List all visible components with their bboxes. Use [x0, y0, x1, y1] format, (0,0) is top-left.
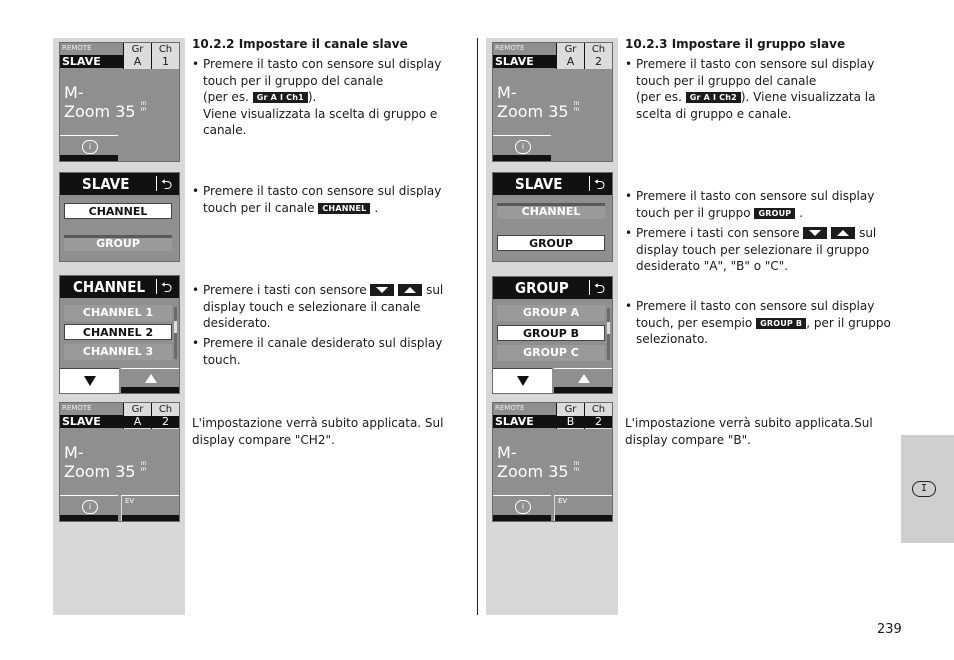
menu-item-group[interactable]: GROUP	[64, 235, 172, 251]
menu-item-group-c[interactable]: GROUP C	[497, 345, 605, 361]
instruction-step-2-group: • Premere il tasto con sensore sul display touch per il gruppo GROUP .	[625, 189, 875, 220]
channel-cell[interactable]	[584, 403, 612, 429]
instruction-step-2: • Premere il tasto con sensore sul display touch per il canale CHANNEL .	[192, 184, 442, 215]
gr-value: B	[557, 416, 584, 428]
remote-label: REMOTE	[495, 404, 525, 412]
mode-label: M-	[497, 443, 517, 462]
arrow-up-icon	[145, 374, 157, 383]
ch-value: 2	[585, 416, 612, 428]
slave-menu-display	[59, 172, 180, 262]
arrow-up-key-icon	[831, 227, 855, 239]
arrow-down-icon	[517, 376, 529, 386]
ev-label: EV	[558, 497, 568, 505]
menu-item-group[interactable]: GROUP	[497, 235, 605, 251]
group-channel-chip: Gr A I Ch1	[253, 92, 308, 103]
scroll-up-button[interactable]	[554, 368, 613, 393]
menu-item-channel-3[interactable]: CHANNEL 3	[64, 344, 172, 360]
section-heading-channel: 10.2.2 Impostare il canale slave	[192, 37, 408, 51]
slave-label: SLAVE	[60, 415, 126, 428]
info-icon: i	[515, 140, 531, 154]
instruction-step-4: • Premere il canale desiderato sul display touch.	[192, 336, 443, 367]
instruction-step-3: • Premere i tasti con sensore sul display touch e selezionare il canale desiderato.	[192, 283, 444, 330]
group-cell[interactable]	[123, 43, 151, 69]
back-arrow-icon[interactable]: ⮌	[161, 280, 173, 296]
scrollbar[interactable]	[607, 308, 610, 360]
channel-chip: CHANNEL	[318, 203, 370, 214]
mode-label: M-	[64, 443, 84, 462]
scrollbar[interactable]	[174, 307, 177, 359]
slave-menu-display-2	[492, 172, 613, 262]
menu-item-channel-1[interactable]: CHANNEL 1	[64, 305, 172, 321]
gr-header: Gr	[564, 44, 577, 55]
slave-label: SLAVE	[493, 415, 559, 428]
remote-label: REMOTE	[62, 404, 92, 412]
zoom-label: Zoom 35 m m	[64, 100, 147, 121]
back-arrow-icon[interactable]: ⮌	[594, 281, 606, 297]
instruction-step-1: • Premere il tasto con sensore sul display touch per il gruppo del canale (per es. Gr A I Ch1 ). Viene visualizzata la scelta di gruppo e canale.	[192, 57, 442, 137]
menu-item-channel-2[interactable]: CHANNEL 2	[64, 324, 172, 340]
ev-label: EV	[125, 497, 135, 505]
ch-header: Ch	[158, 404, 173, 415]
instruction-step-4-group: • Premere il tasto con sensore sul display touch, per esempio GROUP B , per il gruppo selezionato.	[625, 299, 891, 346]
ch-header: Ch	[591, 44, 606, 55]
channel-cell[interactable]	[584, 43, 612, 69]
gr-header: Gr	[564, 404, 577, 415]
slave-label: SLAVE	[60, 55, 126, 68]
group-b-chip: GROUP B	[756, 318, 806, 329]
menu-title: CHANNEL	[73, 278, 146, 296]
gr-value: A	[566, 55, 575, 68]
arrow-down-key-icon	[370, 284, 394, 296]
gr-header: Gr	[131, 404, 144, 415]
gr-header: Gr	[131, 44, 144, 55]
section-heading-group: 10.2.3 Impostare il gruppo slave	[625, 37, 846, 51]
info-button[interactable]	[60, 495, 118, 521]
scroll-down-button[interactable]	[60, 368, 119, 393]
group-cell[interactable]	[123, 403, 151, 429]
menu-item-channel[interactable]: CHANNEL	[64, 203, 172, 219]
menu-item-group-a[interactable]: GROUP A	[497, 305, 605, 321]
ch-value: 2	[595, 55, 602, 68]
mode-label: M-	[497, 83, 517, 102]
arrow-down-icon	[84, 376, 96, 386]
zoom-label: Zoom 35 m m	[497, 460, 580, 481]
result-text-group: L'impostazione verrà subito applicata.Sul display compare "B".	[625, 416, 873, 447]
lcd-display-remote-slave-2	[492, 42, 613, 162]
ch-header: Ch	[591, 404, 606, 415]
mode-label: M-	[64, 83, 84, 102]
info-icon: i	[82, 500, 98, 514]
info-button[interactable]	[493, 135, 551, 161]
info-icon: i	[515, 500, 531, 514]
scroll-up-button[interactable]	[121, 368, 180, 393]
remote-label: REMOTE	[495, 44, 525, 52]
lcd-display-result	[59, 402, 180, 522]
ev-button[interactable]	[121, 495, 179, 521]
page-number: 239	[877, 622, 902, 637]
group-menu-display	[492, 276, 613, 394]
channel-cell[interactable]	[151, 403, 179, 429]
menu-title: GROUP	[515, 279, 569, 297]
slave-label: SLAVE	[493, 55, 559, 68]
ch-value: 2	[152, 416, 179, 428]
result-text-channel: L'impostazione verrà subito applicata. Sul display compare "CH2".	[192, 416, 444, 447]
group-chip: GROUP	[754, 208, 795, 219]
channel-menu-display	[59, 275, 180, 394]
gr-value: A	[124, 416, 151, 428]
channel-cell[interactable]	[151, 43, 179, 69]
ch-value: 1	[162, 55, 169, 68]
group-cell[interactable]	[556, 43, 584, 69]
arrow-down-key-icon	[803, 227, 827, 239]
instruction-step-1-group: • Premere il tasto con sensore sul display touch per il gruppo del canale (per es. Gr A I Ch2 ). Viene visualizzata la scelta di gruppo e canale.	[625, 57, 876, 121]
column-divider	[477, 38, 478, 615]
arrow-up-icon	[578, 374, 590, 383]
menu-title: SLAVE	[515, 175, 563, 193]
info-button[interactable]	[493, 495, 551, 521]
instruction-step-3-group: • Premere i tasti con sensore sul display touch per selezionare il gruppo desiderato "A", "B" o "C".	[625, 226, 877, 273]
ev-button[interactable]	[554, 495, 612, 521]
ch-header: Ch	[158, 44, 173, 55]
menu-item-group-b[interactable]: GROUP B	[497, 325, 605, 341]
zoom-label: Zoom 35 m m	[497, 100, 580, 121]
zoom-label: Zoom 35 m m	[64, 460, 147, 481]
menu-item-channel[interactable]: CHANNEL	[497, 203, 605, 219]
info-icon: i	[82, 140, 98, 154]
lcd-display-result-2	[492, 402, 613, 522]
language-i-icon: I	[912, 481, 936, 497]
arrow-up-key-icon	[398, 284, 422, 296]
scroll-down-button[interactable]	[493, 368, 552, 393]
group-channel-chip: Gr A I Ch2	[686, 92, 741, 103]
remote-label: REMOTE	[62, 44, 92, 52]
menu-title: SLAVE	[82, 175, 130, 193]
gr-value: A	[133, 55, 142, 68]
back-arrow-icon[interactable]: ⮌	[161, 177, 173, 193]
back-arrow-icon[interactable]: ⮌	[594, 177, 606, 193]
info-button[interactable]	[60, 135, 118, 161]
group-cell[interactable]	[556, 403, 584, 429]
lcd-display-remote-slave	[59, 42, 180, 162]
